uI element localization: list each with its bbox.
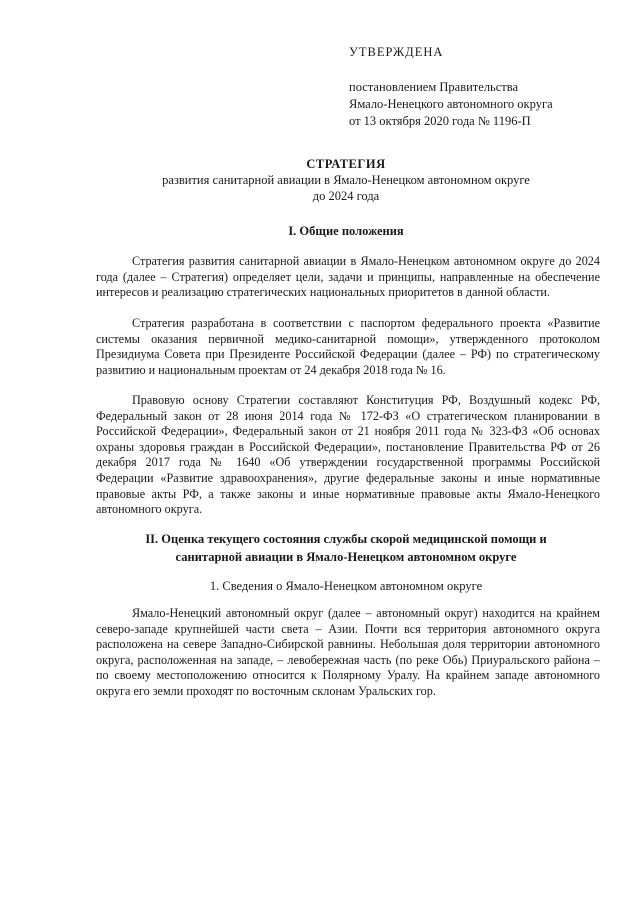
document-title: СТРАТЕГИЯ xyxy=(306,157,386,171)
approval-title: УТВЕРЖДЕНА xyxy=(349,45,444,59)
section-heading-line: II. Оценка текущего состояния службы скорой медицинской помощи и xyxy=(145,532,547,546)
paragraph: Ямало-Ненецкий автономный округ (далее – автономный округ) находится на крайнем северо-западе крупнейшей части света – Азии. Почти вся территория автономного округа расположена на севере Западно-Сибирской равнины. Небольшая доля территории автономного округа, расположенная на западе, – левобережная часть (по реке Обь) Приуральского района – по своему местоположению относится к Полярному Уралу. На крайнем западе автономного округа его земли проходят по восточным склонам Уральских гор. xyxy=(96,606,600,698)
document-subtitle: развития санитарной авиации в Ямало-Ненецком автономном округе xyxy=(162,173,530,187)
paragraph: Стратегия развития санитарной авиации в Ямало-Ненецком автономном округе до 2024 года (далее – Стратегия) определяет цели, задачи и принципы, направленные на обеспечение интересов и реализацию стратегических национальных приоритетов в данной области. xyxy=(96,254,600,300)
approval-stamp xyxy=(349,44,609,130)
document-subtitle: до 2024 года xyxy=(312,189,380,203)
approval-line: Ямало-Ненецкого автономного округа xyxy=(349,97,553,111)
approval-line: от 13 октября 2020 года № 1196-П xyxy=(349,114,531,128)
paragraph: Стратегия разработана в соответствии с паспортом федерального проекта «Развитие системы оказания первичной медико-санитарной помощи», утвержденного протоколом Президиума Совета при Президенте Российской Федерации (далее – РФ) по стратегическому развитию и национальным проектам от 24 декабря 2018 года № 16. xyxy=(96,316,600,377)
approval-line: постановлением Правительства xyxy=(349,80,519,94)
document-title-block xyxy=(96,156,596,204)
section-heading: I. Общие положения xyxy=(288,224,404,238)
subsection-heading: 1. Сведения о Ямало-Ненецком автономном округе xyxy=(209,579,483,593)
section-heading-line: санитарной авиации в Ямало-Ненецком автономном округе xyxy=(175,550,517,564)
paragraph: Правовую основу Стратегии составляют Конституция РФ, Воздушный кодекс РФ, Федеральный закон от 28 июня 2014 года № 172-ФЗ «О стратегическом планировании в Российской Федерации», Федеральный закон от 21 ноября 2011 года № 323-ФЗ «Об основах охраны здоровья граждан в Российской Федерации», постановление Правительства РФ от 26 декабря 2017 года № 1640 «Об утверждении государственной программы Российской Федерации «Развитие здравоохранения», другие федеральные законы и иные нормативные правовые акты РФ, а также законы и иные нормативные правовые акты Ямало-Ненецкого автономного округа. xyxy=(96,393,600,517)
